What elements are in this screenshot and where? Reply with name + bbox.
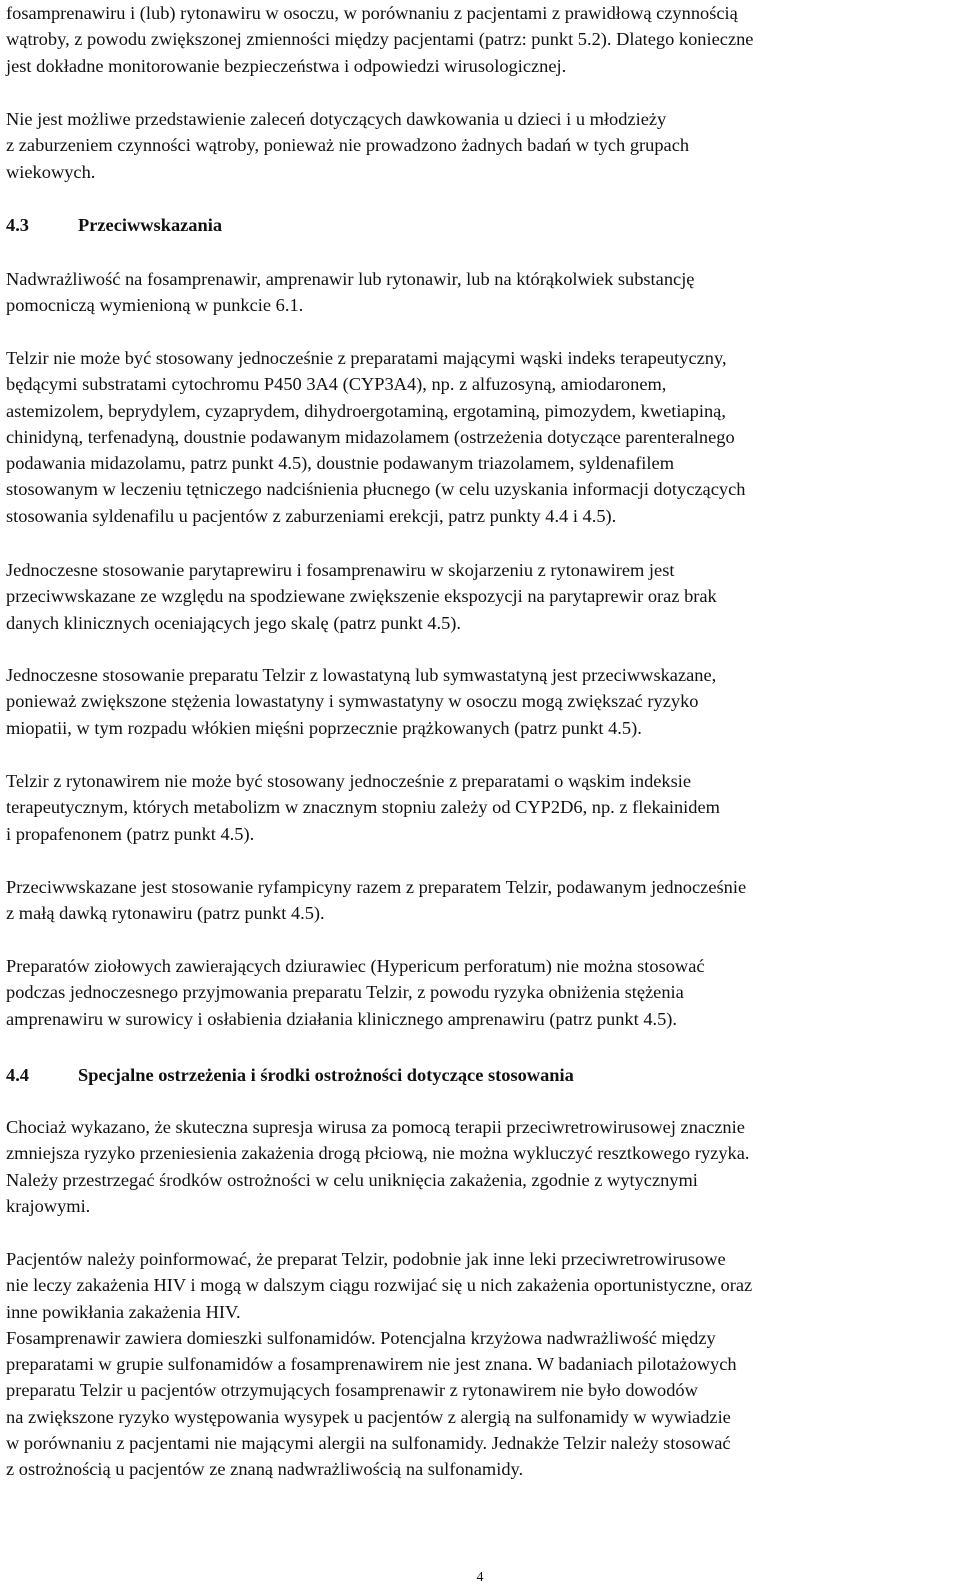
text-line: Telzir nie może być stosowany jednocześnie z preparatami mającymi wąski indeks terapeutyczny, bbox=[6, 348, 727, 368]
text-line: Nadwrażliwość na fosamprenawir, amprenawir lub rytonawir, lub na którąkolwiek substancję bbox=[6, 269, 695, 289]
page-number: 4 bbox=[476, 1570, 484, 1585]
section-heading-4-4 bbox=[6, 1062, 574, 1088]
text-line: przeciwwskazane ze względu na spodziewane zwiększenie ekspozycji na parytaprewir oraz brak bbox=[6, 586, 717, 607]
text-line: astemizolem, beprydylem, cyzaprydem, dihydroergotaminą, ergotaminą, pimozydem, kwetiapiną, bbox=[6, 400, 726, 421]
text-line: ponieważ zwiększone stężenia lowastatyny i symwastatyny w osoczu mogą zwiększać ryzyko bbox=[6, 691, 699, 712]
paragraph-statins bbox=[6, 662, 954, 741]
paragraph-patient-information-sulfonamides bbox=[6, 1246, 954, 1483]
text-line: pomocniczą wymienioną w punkcie 6.1. bbox=[6, 295, 304, 316]
paragraph-cyp2d6 bbox=[6, 768, 954, 847]
text-line: danych klinicznych oceniających jego skalę (patrz punkt 4.5). bbox=[6, 612, 461, 633]
text-line: preparatu Telzir u pacjentów otrzymujących fosamprenawir z rytonawirem nie było dowodów bbox=[6, 1380, 698, 1401]
text-line: preparatami w grupie sulfonamidów a fosamprenawirem nie jest znana. W badaniach pilotażowych bbox=[6, 1354, 737, 1375]
text-line: z małą dawką rytonawiru (patrz punkt 4.5). bbox=[6, 903, 325, 924]
text-line: na zwiększone ryzyko występowania wysypek u pacjentów z alergią na sulfonamidy w wywiadzie bbox=[6, 1406, 731, 1427]
paragraph-cyp3a4-contraindications bbox=[6, 345, 954, 529]
text-line: inne powikłania zakażenia HIV. bbox=[6, 1301, 241, 1322]
paragraph-transmission-risk bbox=[6, 1114, 954, 1219]
text-line: chinidyną, terfenadyną, doustnie podawanym midazolamem (ostrzeżenia dotyczące parenteralnego bbox=[6, 426, 735, 447]
paragraph-hepatic-monitoring bbox=[6, 0, 954, 79]
text-line: Jednoczesne stosowanie preparatu Telzir z lowastatyną lub symwastatyną jest przeciwwskazane, bbox=[6, 665, 717, 685]
section-number: 4.3 bbox=[6, 215, 29, 235]
text-line: miopatii, w tym rozpadu włókien mięśni poprzecznie prążkowanych (patrz punkt 4.5). bbox=[6, 717, 642, 738]
text-line: krajowymi. bbox=[6, 1195, 91, 1216]
text-line: Należy przestrzegać środków ostrożności w celu uniknięcia zakażenia, zgodnie z wytycznymi bbox=[6, 1169, 698, 1190]
text-line: i propafenonem (patrz punkt 4.5). bbox=[6, 823, 255, 844]
text-line: Pacjentów należy poinformować, że preparat Telzir, podobnie jak inne leki przeciwretrowirusowe bbox=[6, 1249, 726, 1269]
text-line: Przeciwwskazane jest stosowanie ryfampicyny razem z preparatem Telzir, podawanym jednocześnie bbox=[6, 877, 747, 897]
text-line: stosowanym w leczeniu tętniczego nadciśnienia płucnego (w celu uzyskania informacji dotyczących bbox=[6, 479, 746, 500]
text-line: Fosamprenawir zawiera domieszki sulfonamidów. Potencjalna krzyżowa nadwrażliwość między bbox=[6, 1327, 716, 1348]
section-title: Przeciwwskazania bbox=[78, 215, 223, 235]
text-line: Jednoczesne stosowanie parytaprewiru i fosamprenawiru w skojarzeniu z rytonawirem jest bbox=[6, 560, 675, 580]
text-line: fosamprenawiru i (lub) rytonawiru w osoczu, w porównaniu z pacjentami z prawidłową czynnością bbox=[6, 3, 738, 23]
paragraph-paritaprevir bbox=[6, 557, 954, 636]
text-line: w porównaniu z pacjentami nie mającymi alergii na sulfonamidy. Jednakże Telzir należy stosować bbox=[6, 1433, 731, 1454]
text-line: wiekowych. bbox=[6, 161, 96, 182]
text-line: terapeutycznym, których metabolizm w znacznym stopniu zależy od CYP2D6, np. z flekainidem bbox=[6, 797, 720, 818]
text-line: Chociaż wykazano, że skuteczna supresja wirusa za pomocą terapii przeciwretrowirusowej znacznie bbox=[6, 1117, 745, 1137]
text-line: wątroby, z powodu zwiększonej zmienności między pacjentami (patrz: punkt 5.2). Dlatego konieczne bbox=[6, 29, 754, 50]
text-line: Preparatów ziołowych zawierających dziurawiec (Hypericum perforatum) nie można stosować bbox=[6, 956, 705, 976]
text-line: zmniejsza ryzyko przeniesienia zakażenia drogą płciową, nie można wykluczyć resztkowego ryzyka. bbox=[6, 1143, 750, 1164]
section-heading-4-3 bbox=[6, 212, 222, 238]
text-line: z zaburzeniem czynności wątroby, ponieważ nie prowadzono żadnych badań w tych grupach bbox=[6, 135, 690, 156]
text-line: Nie jest możliwe przedstawienie zaleceń dotyczących dawkowania u dzieci i u młodzieży bbox=[6, 109, 667, 129]
paragraph-pediatric-dosing bbox=[6, 106, 954, 185]
text-line: nie leczy zakażenia HIV i mogą w dalszym ciągu rozwijać się u nich zakażenia oportunistyczne, oraz bbox=[6, 1275, 753, 1296]
text-line: z ostrożnością u pacjentów ze znaną nadwrażliwością na sulfonamidy. bbox=[6, 1459, 524, 1480]
paragraph-rifampicin bbox=[6, 874, 954, 927]
text-line: będącymi substratami cytochromu P450 3A4 (CYP3A4), np. z alfuzosyną, amiodaronem, bbox=[6, 374, 667, 395]
paragraph-st-johns-wort bbox=[6, 953, 954, 1032]
text-line: jest dokładne monitorowanie bezpieczeństwa i odpowiedzi wirusologicznej. bbox=[6, 55, 567, 76]
text-line: podczas jednoczesnego przyjmowania preparatu Telzir, z powodu ryzyka obniżenia stężenia bbox=[6, 982, 684, 1003]
section-number: 4.4 bbox=[6, 1065, 29, 1085]
paragraph-hypersensitivity bbox=[6, 266, 954, 319]
text-line: Telzir z rytonawirem nie może być stosowany jednocześnie z preparatami o wąskim indeksie bbox=[6, 771, 692, 791]
text-line: stosowania syldenafilu u pacjentów z zaburzeniami erekcji, patrz punkty 4.4 i 4.5). bbox=[6, 505, 617, 526]
text-line: amprenawiru w surowicy i osłabienia działania klinicznego amprenawiru (patrz punkt 4.5). bbox=[6, 1008, 678, 1029]
section-title: Specjalne ostrzeżenia i środki ostrożności dotyczące stosowania bbox=[78, 1065, 574, 1085]
text-line: podawania midazolamu, patrz punkt 4.5), doustnie podawanym triazolamem, syldenafilem bbox=[6, 453, 674, 474]
